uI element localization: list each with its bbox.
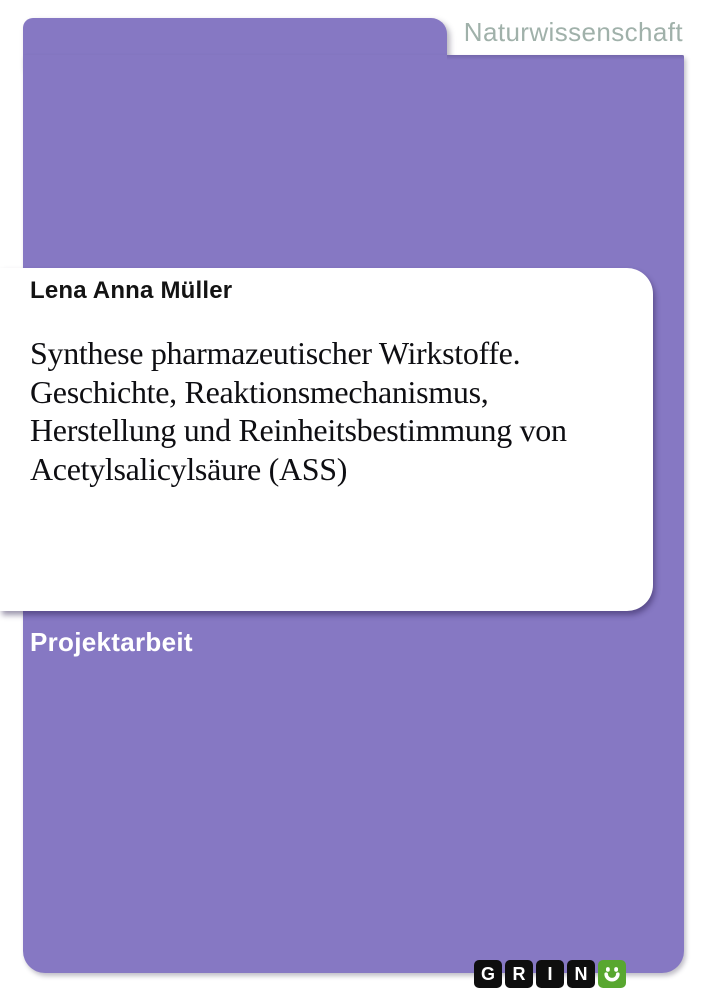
book-title-line: Synthese pharmazeutischer Wirkstoffe. <box>30 335 521 371</box>
category-label: Naturwissenschaft <box>463 17 683 47</box>
book-title-line: Geschichte, Reaktionsmechanismus, <box>30 373 489 410</box>
logo-letter-tile: R <box>505 960 533 988</box>
document-type-label: Projektarbeit <box>30 627 193 657</box>
book-title-line: Acetylsalicylsäure (ASS) <box>30 450 348 487</box>
book-title <box>30 334 625 488</box>
title-box <box>0 268 653 611</box>
author-name: Lena Anna Müller <box>30 277 233 304</box>
smiley-icon <box>600 962 624 986</box>
smiley-tile <box>598 960 626 988</box>
top-strip-shadow <box>447 55 684 60</box>
logo-letter-tile: N <box>567 960 595 988</box>
logo-letter-tile: I <box>536 960 564 988</box>
logo-letter-tile: G <box>474 960 502 988</box>
book-title-line: Herstellung und Reinheitsbestimmung von <box>30 412 567 448</box>
grin-logo <box>474 960 626 988</box>
